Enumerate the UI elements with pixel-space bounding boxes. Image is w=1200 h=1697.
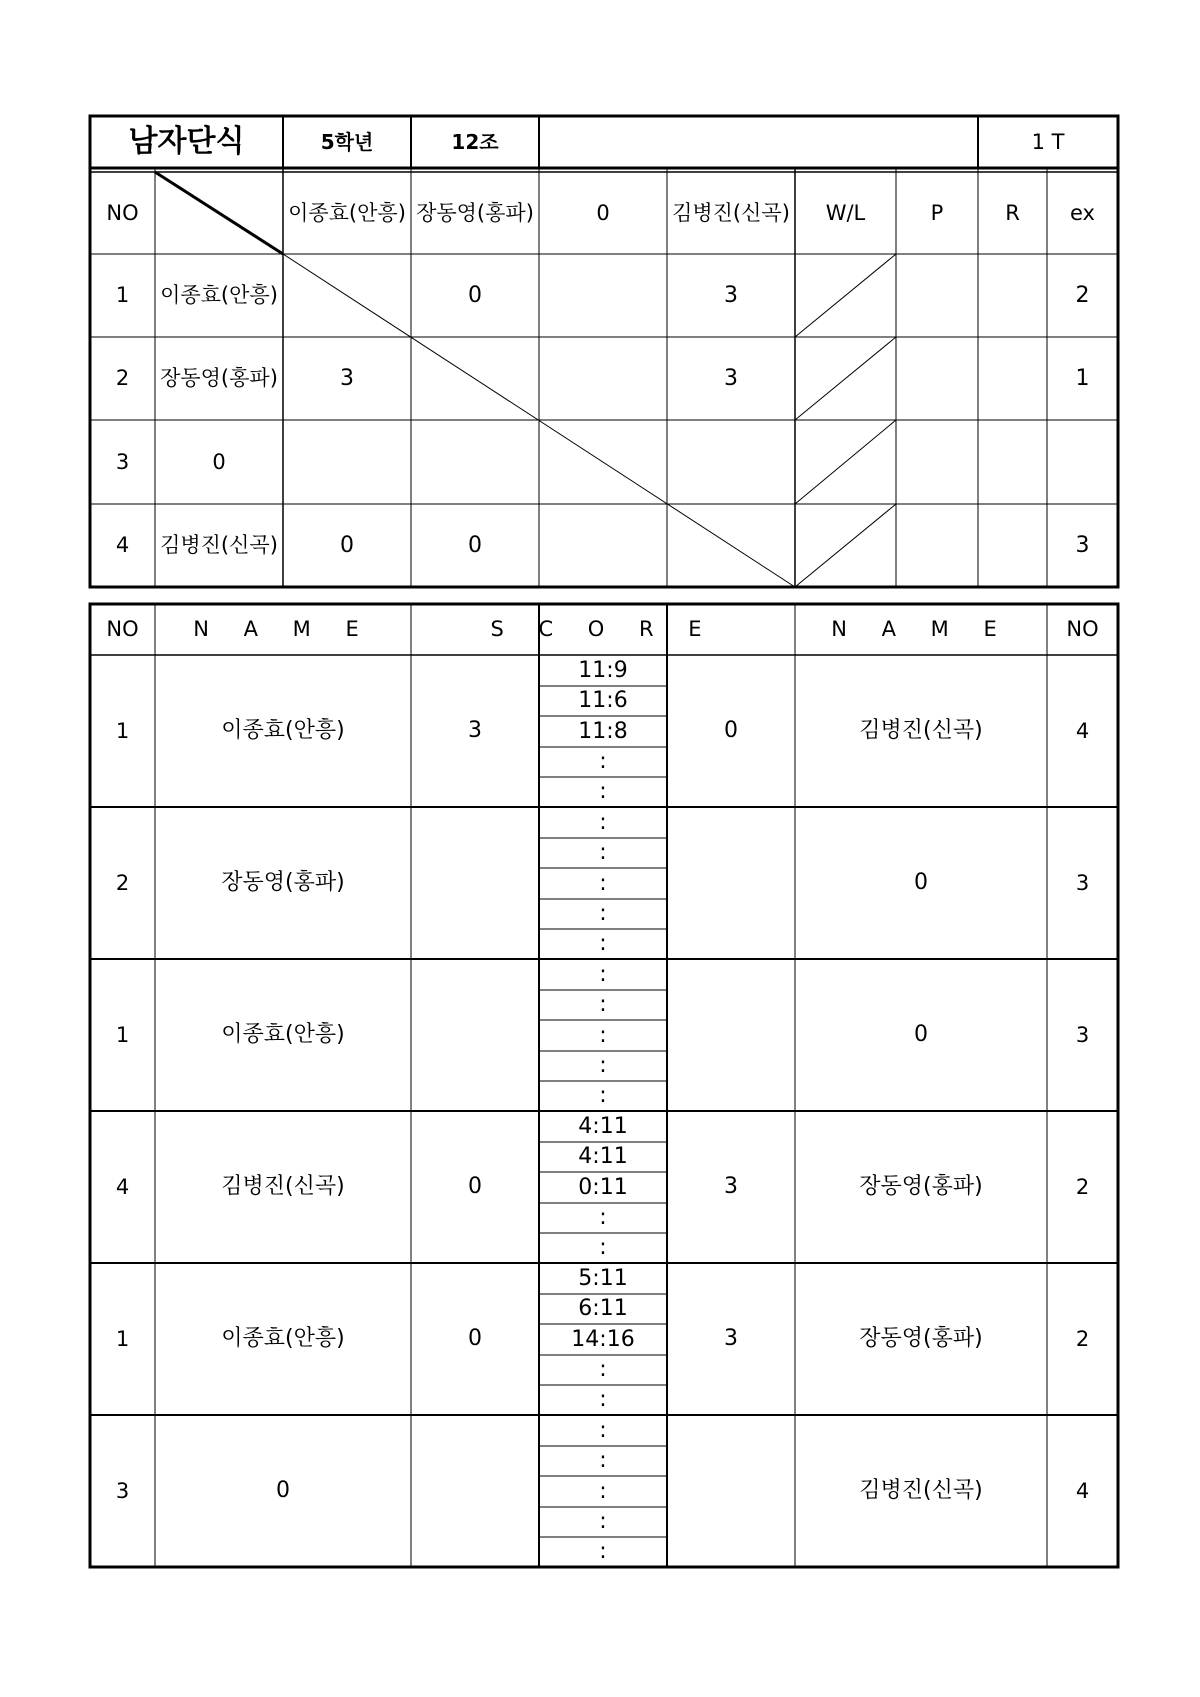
- game-score: :: [599, 992, 607, 1017]
- game-score: :: [599, 1053, 607, 1078]
- game-score: 14:16: [571, 1326, 635, 1352]
- league-cell: [411, 337, 539, 420]
- league-ex-cell: [1047, 420, 1118, 504]
- league-cell: [539, 420, 667, 504]
- league-cell: [667, 420, 795, 504]
- match-score-left: 3: [468, 718, 482, 743]
- league-row-no: 2: [115, 366, 130, 390]
- match-header-name-left: N A M E: [193, 617, 373, 641]
- match-header-name-right: N A M E: [831, 617, 1011, 641]
- league-p-cell: [896, 420, 978, 504]
- game-score: 11:6: [578, 688, 628, 713]
- match-header-score: S C O R E: [490, 617, 716, 641]
- league-p-cell: [896, 504, 978, 587]
- game-score: 5:11: [578, 1265, 628, 1291]
- league-cell: 0: [468, 282, 482, 308]
- league-row-no: 1: [115, 283, 130, 307]
- league-ex-cell: 2: [1075, 282, 1090, 308]
- league-wl-cell: [795, 254, 896, 337]
- match-score-right: 3: [724, 1326, 738, 1351]
- league-r-cell: [978, 254, 1047, 337]
- game-score: :: [599, 1509, 607, 1534]
- match-score-left: [411, 959, 539, 1111]
- match-name-right: 0: [914, 1022, 928, 1047]
- match-header-no-left: NO: [106, 617, 139, 641]
- match-name-left: 0: [276, 1478, 290, 1503]
- game-score: :: [599, 1022, 607, 1048]
- league-cell: [283, 420, 411, 504]
- game-score: 6:11: [578, 1296, 628, 1321]
- game-score: :: [599, 901, 607, 926]
- league-p-cell: [896, 337, 978, 420]
- grade-label: 5학년: [320, 130, 374, 154]
- league-header-ex: ex: [1070, 200, 1095, 225]
- league-cell: [539, 504, 667, 587]
- match-score-left: 0: [468, 1326, 482, 1351]
- league-r-cell: [978, 504, 1047, 587]
- league-ex-cell: 1: [1075, 365, 1090, 391]
- game-score: :: [599, 1539, 607, 1564]
- match-no-right: 3: [1075, 1022, 1090, 1047]
- game-score: 11:8: [578, 718, 628, 744]
- match-score-right: [667, 1415, 795, 1567]
- match-name-right: 0: [914, 870, 928, 895]
- match-name-left: 장동영(홍파): [221, 870, 345, 895]
- match-no-left: 1: [115, 1326, 130, 1351]
- match-no-right: 4: [1075, 718, 1090, 743]
- league-r-cell: [978, 337, 1047, 420]
- game-score: :: [599, 749, 607, 774]
- game-score: :: [599, 1417, 607, 1443]
- match-name-left: 이종효(안흥): [221, 718, 345, 743]
- game-score: :: [599, 1387, 607, 1412]
- game-score: 4:11: [578, 1113, 628, 1139]
- match-no-left: 4: [115, 1174, 130, 1199]
- match-score-right: [667, 807, 795, 959]
- league-row-no: 3: [115, 449, 130, 474]
- league-cell: [539, 254, 667, 337]
- match-no-left: 2: [115, 870, 130, 895]
- match-score-right: [667, 959, 795, 1111]
- game-score: 4:11: [578, 1144, 628, 1169]
- league-cell: [411, 420, 539, 504]
- league-row-name: 장동영(홍파): [160, 366, 278, 390]
- league-wl-cell: [795, 420, 896, 504]
- game-score: :: [599, 931, 607, 956]
- header-blank-field: [539, 116, 978, 168]
- match-no-right: 2: [1075, 1174, 1090, 1199]
- match-name-left: 이종효(안흥): [221, 1022, 345, 1047]
- match-name-right: 장동영(홍파): [859, 1326, 983, 1351]
- game-score: :: [599, 1448, 607, 1473]
- game-score: :: [599, 1083, 607, 1108]
- game-score: :: [599, 1357, 607, 1382]
- game-score: :: [599, 870, 607, 896]
- match-no-left: 1: [115, 718, 130, 743]
- league-row-name: 이종효(안흥): [160, 283, 278, 307]
- group-label: 12조: [451, 130, 499, 154]
- league-ex-cell: 3: [1075, 532, 1090, 558]
- league-wl-cell: [795, 337, 896, 420]
- league-cell: 3: [724, 282, 738, 308]
- league-cell: 3: [340, 365, 354, 391]
- league-p-cell: [896, 254, 978, 337]
- league-header-p: P: [930, 200, 944, 225]
- match-score-left: 0: [468, 1174, 482, 1199]
- league-header-wl: W/L: [825, 200, 866, 225]
- league-row-no: 4: [115, 533, 130, 557]
- match-score-right: 3: [724, 1174, 738, 1199]
- league-cell: 3: [724, 365, 738, 391]
- event-title: 남자단식: [128, 124, 245, 159]
- league-header-r: R: [1005, 200, 1020, 225]
- league-row-name: 김병진(신곡): [160, 533, 278, 557]
- match-no-right: 3: [1075, 870, 1090, 895]
- match-score-left: [411, 1415, 539, 1567]
- match-no-left: 3: [115, 1478, 130, 1503]
- game-score: 0:11: [578, 1174, 628, 1200]
- match-name-right: 김병진(신곡): [859, 1478, 983, 1503]
- match-no-right: 2: [1075, 1326, 1090, 1351]
- match-name-left: 이종효(안흥): [221, 1326, 345, 1351]
- league-cell: [539, 337, 667, 420]
- game-score: :: [599, 961, 607, 987]
- match-score-right: 0: [724, 718, 738, 743]
- match-header-no-right: NO: [1066, 617, 1099, 641]
- match-name-right: 장동영(홍파): [859, 1174, 983, 1199]
- match-score-left: [411, 807, 539, 959]
- league-row-name: 0: [212, 449, 226, 474]
- match-no-left: 1: [115, 1022, 130, 1047]
- match-name-right: 김병진(신곡): [859, 718, 983, 743]
- league-cell: 0: [468, 532, 482, 558]
- game-score: :: [599, 779, 607, 804]
- game-score: :: [599, 840, 607, 865]
- league-wl-cell: [795, 504, 896, 587]
- match-name-left: 김병진(신곡): [221, 1174, 345, 1199]
- league-header-player-4: 김병진(신곡): [672, 200, 790, 225]
- league-cell: [667, 504, 795, 587]
- league-header-player-1: 이종효(안흥): [288, 200, 406, 225]
- league-header-no: NO: [106, 200, 139, 225]
- league-header-player-2: 장동영(홍파): [416, 200, 534, 225]
- game-score: :: [599, 1235, 607, 1260]
- game-score: :: [599, 1478, 607, 1504]
- league-header-player-3: 0: [596, 200, 610, 225]
- league-r-cell: [978, 420, 1047, 504]
- league-cell: 0: [340, 532, 354, 558]
- league-cell: [283, 254, 411, 337]
- game-score: :: [599, 1205, 607, 1230]
- match-no-right: 4: [1075, 1478, 1090, 1503]
- table-number: 1 T: [1031, 129, 1065, 154]
- game-score: 11:9: [578, 657, 628, 683]
- game-score: :: [599, 809, 607, 835]
